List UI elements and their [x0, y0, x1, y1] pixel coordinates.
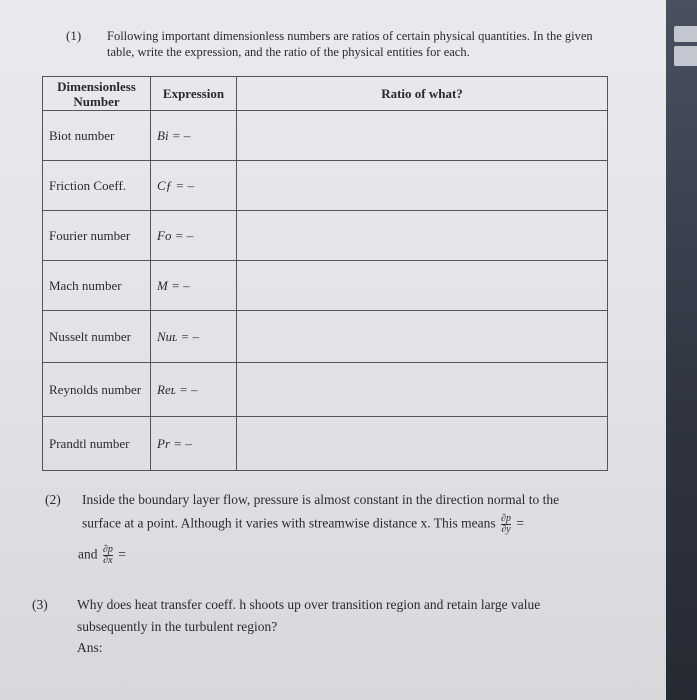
row-ratio-cell[interactable]	[237, 111, 608, 161]
row-expression[interactable]: M = –	[151, 261, 237, 311]
question-3-line-1: Why does heat transfer coeff. h shoots up over transition region and retain large value	[77, 597, 541, 612]
table-header-row	[43, 77, 608, 111]
question-2-line-1: Inside the boundary layer flow, pressure is almost constant in the direction normal to the	[82, 492, 560, 507]
table-row	[43, 311, 608, 363]
row-expression[interactable]: Pr = –	[151, 417, 237, 471]
header-expression: Expression	[151, 77, 237, 111]
dp-dx-fraction: $\frac{\partial p}{\partial x}$	[102, 544, 113, 566]
table-row	[43, 111, 608, 161]
header-dimensionless-number: Dimensionless Number	[43, 77, 151, 111]
row-ratio-cell[interactable]	[237, 363, 608, 417]
background-edge	[666, 0, 697, 700]
table-row	[43, 417, 608, 471]
row-name: Fourier number	[43, 211, 151, 261]
dimensionless-table	[42, 76, 608, 471]
equals-sign-2: =	[118, 546, 126, 562]
row-expression[interactable]: Nuʟ = –	[151, 311, 237, 363]
row-ratio-cell[interactable]	[237, 417, 608, 471]
question-2-line-2	[82, 514, 524, 535]
row-name: Friction Coeff.	[43, 161, 151, 211]
and-word: and	[78, 546, 98, 562]
question-2-number: (2)	[45, 492, 61, 507]
dp-dy-fraction: $\frac{\partial p}{\partial y}$	[501, 513, 511, 535]
row-name: Reynolds number	[43, 363, 151, 417]
page-tab-2	[674, 46, 697, 66]
question-2-line-2-text: surface at a point. Although it varies with streamwise distance x. This means	[82, 515, 496, 531]
row-name: Nusselt number	[43, 311, 151, 363]
row-name: Prandtl number	[43, 417, 151, 471]
question-2-line-3	[78, 545, 126, 566]
question-3-line-2: subsequently in the turbulent region?	[77, 619, 278, 634]
row-ratio-cell[interactable]	[237, 261, 608, 311]
table-row	[43, 211, 608, 261]
question-1-text: Following important dimensionless numbers are ratios of certain physical quantities. In the given table, write the expression, and the ratio of the physical entities for each.	[107, 29, 593, 59]
page-tab-1	[674, 26, 697, 42]
table-row	[43, 161, 608, 211]
table-row	[43, 261, 608, 311]
equals-sign-1: =	[516, 515, 524, 531]
row-expression[interactable]: Fo = –	[151, 211, 237, 261]
row-ratio-cell[interactable]	[237, 161, 608, 211]
question-3-number: (3)	[32, 597, 48, 612]
row-expression[interactable]: Cƒ = –	[151, 161, 237, 211]
row-ratio-cell[interactable]	[237, 211, 608, 261]
row-expression[interactable]: Reʟ = –	[151, 363, 237, 417]
question-1-number: (1)	[66, 28, 82, 43]
row-name: Biot number	[43, 111, 151, 161]
row-expression[interactable]: Bi = –	[151, 111, 237, 161]
row-ratio-cell[interactable]	[237, 311, 608, 363]
row-name: Mach number	[43, 261, 151, 311]
table-row	[43, 363, 608, 417]
header-ratio: Ratio of what?	[237, 77, 608, 111]
answer-label: Ans:	[77, 640, 103, 655]
